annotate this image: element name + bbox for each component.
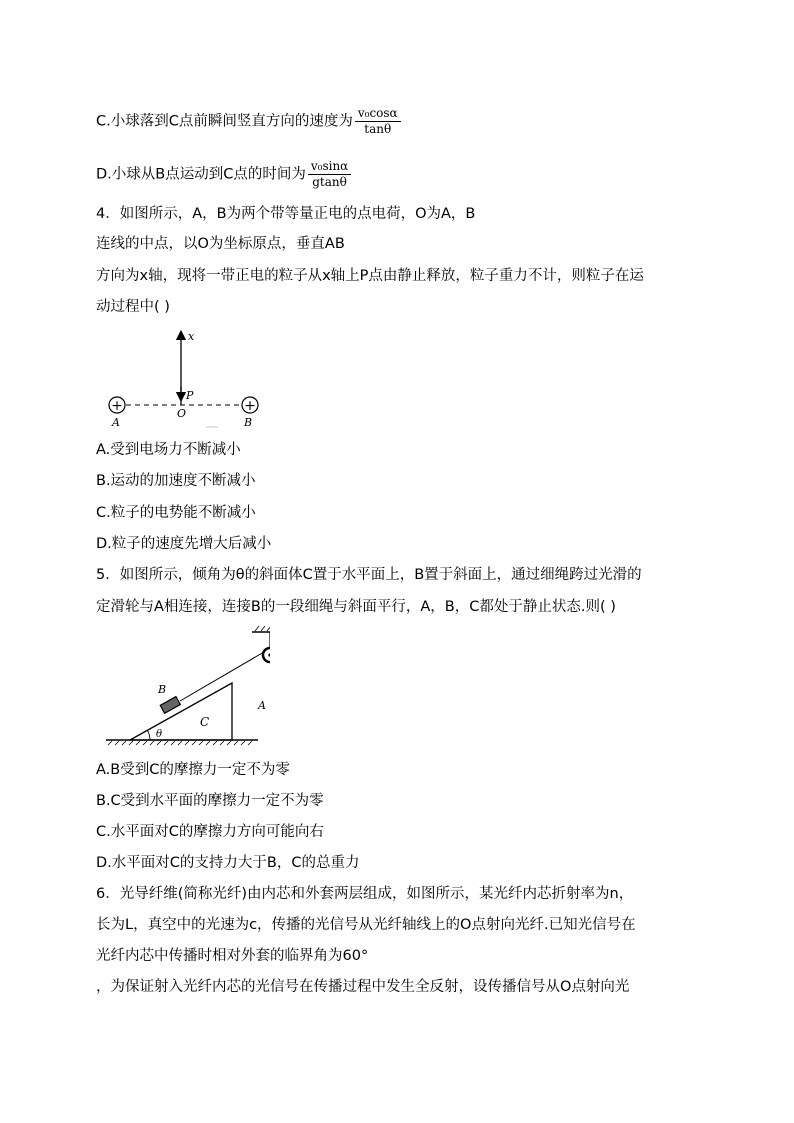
q4-option-c: C.粒子的电势能不断减小 bbox=[96, 505, 256, 521]
q4-option-a: A.受到电场力不断减小 bbox=[96, 442, 241, 458]
charge-a-sign: + bbox=[111, 398, 123, 414]
q4-option-b: B.运动的加速度不断减小 bbox=[96, 473, 256, 489]
label-o: O bbox=[177, 407, 187, 420]
q4-stem-line4: 动过程中( ) bbox=[96, 299, 170, 315]
q4-option-d: D.粒子的速度先增大后减小 bbox=[96, 536, 272, 552]
q5-option-a: A.B受到C的摩擦力一定不为零 bbox=[96, 762, 290, 778]
q5-option-d: D.水平面对C的支持力大于B，C的总重力 bbox=[96, 855, 360, 871]
q4-figure bbox=[100, 325, 270, 435]
q3-option-c: C.小球落到C点前瞬间竖直方向的速度为 $\frac{\text{v₀cosα}}{\tan\theta}$ bbox=[96, 106, 401, 137]
q6-stem-line1: 6．光导纤维(简称光纤)由内芯和外套两层组成，如图所示，某光纤内芯折射率为n， bbox=[96, 886, 634, 902]
q5-option-c: C.水平面对C的摩擦力方向可能向右 bbox=[96, 824, 324, 840]
fraction: $\frac{\text{v₀sinα}}{gtan\theta}$ bbox=[308, 159, 351, 190]
fraction: $\frac{\text{v₀cosα}}{\tan\theta}$ bbox=[355, 106, 401, 137]
ceiling-hatch bbox=[255, 626, 270, 631]
label-a: A bbox=[112, 416, 120, 429]
label-theta: θ bbox=[156, 729, 163, 740]
q6-stem-line3: 光纤内芯中传播时相对外套的临界角为60° bbox=[96, 948, 369, 964]
label-c: C bbox=[200, 715, 210, 729]
q4-stem-line2: 连线的中点，以O为坐标原点，垂直AB bbox=[96, 236, 345, 252]
q4-stem-line1: 4．如图所示，A，B为两个带等量正电的点电荷，O为A，B bbox=[96, 206, 476, 222]
q5-stem-line2: 定滑轮与A相连接，连接B的一段细绳与斜面平行，A，B，C都处于静止状态.则( ) bbox=[96, 599, 616, 615]
label-x: x bbox=[188, 330, 195, 343]
ground-hatch bbox=[108, 741, 252, 745]
q3-option-d: D.小球从B点运动到C点的时间为 $\frac{\text{v₀sinα}}{gtan\theta}$ bbox=[96, 159, 351, 190]
q6-stem-line2: 长为L，真空中的光速为c，传播的光信号从光纤轴线上的O点射向光纤.已知光信号在 bbox=[96, 917, 636, 933]
q5-option-b: B.C受到水平面的摩擦力一定不为零 bbox=[96, 793, 324, 809]
q5-figure bbox=[100, 625, 270, 750]
label-a: A bbox=[258, 699, 266, 712]
q4-stem-line3: 方向为x轴，现将一带正电的粒子从x轴上P点由静止释放，粒子重力不计，则粒子在运 bbox=[96, 268, 644, 284]
block-b bbox=[160, 697, 180, 714]
charge-b-sign: + bbox=[244, 398, 256, 414]
q6-stem-line4: ，为保证射入光纤内芯的光信号在传播过程中发生全反射，设传播信号从O点射向光 bbox=[96, 979, 630, 995]
label-b: B bbox=[244, 416, 253, 429]
label-p: P bbox=[186, 389, 194, 402]
label-b: B bbox=[158, 683, 167, 696]
point-p bbox=[179, 393, 183, 397]
incline-c bbox=[130, 683, 232, 740]
q5-stem-line1: 5．如图所示，倾角为θ的斜面体C置于水平面上，B置于斜面上，通过细绳跨过光滑的 bbox=[96, 567, 642, 583]
